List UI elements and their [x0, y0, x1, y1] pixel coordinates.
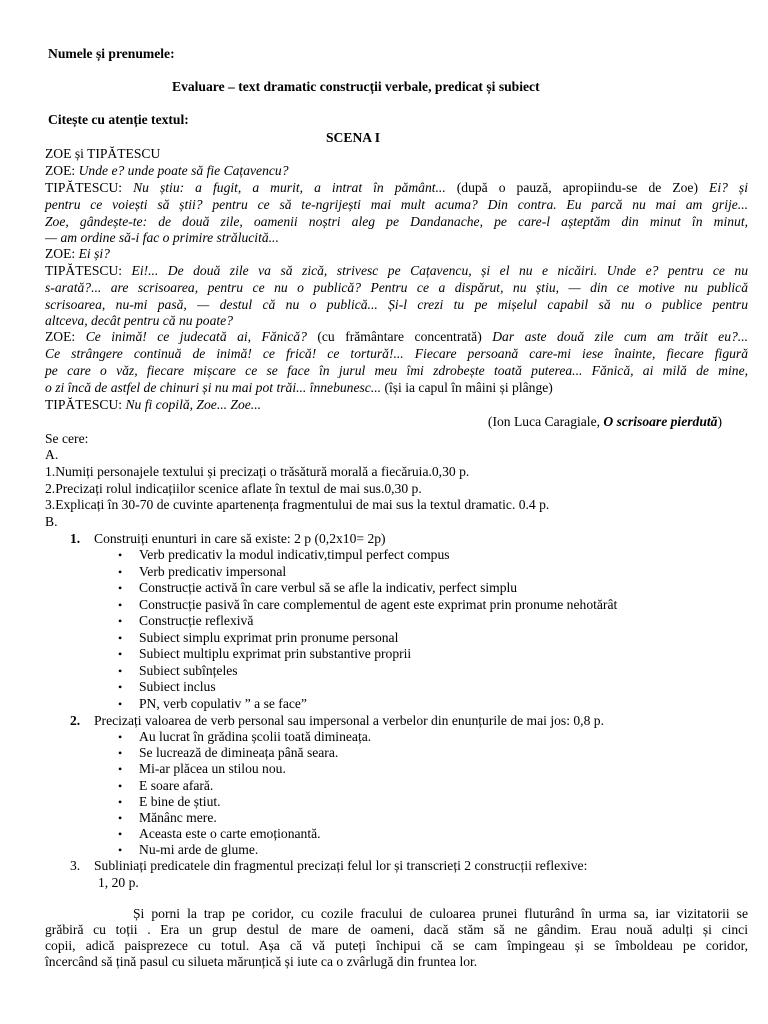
task-b3-number: 3. [70, 858, 81, 873]
bullet-icon: • [118, 597, 123, 612]
task-b3-points: 1, 20 p. [98, 875, 139, 890]
replica-continuation: s-arată?... are scrisoarea, pentru ce nu o publică? Pentru ce a dispărut, nu știu, — din ce motive nu publică [45, 280, 748, 295]
bullet-icon: • [118, 680, 123, 694]
replica: Unde e? unde poate să fie Cațavencu? [75, 163, 289, 178]
replica: Nu știu: a fugit, a murit, a intrat în pământ... [122, 180, 446, 195]
bullet-icon: • [118, 827, 123, 842]
list-item: Mi-ar plăcea un stilou nou. [139, 761, 286, 777]
speaker: TIPĂTESCU: [45, 397, 123, 412]
bullet-icon: • [118, 647, 123, 661]
list-item: Subiect multiplu exprimat prin substantive proprii [139, 646, 412, 661]
bullet-icon: • [118, 794, 123, 809]
source-title: O scrisoare pierdută [603, 414, 718, 429]
list-item: Au lucrat în grădina școlii toată dimineața. [139, 729, 372, 744]
replica: Ei!... De două zile va să zică, strivesc pe Cațavencu, și el nu e nicăiri. Unde e? pentru ce nu [122, 263, 748, 278]
task-b1-number: 1. [70, 531, 81, 546]
list-item: Subiect simplu exprimat prin pronume personal [139, 629, 399, 645]
list-item: Subiect subînțeles [139, 662, 238, 678]
bullet-icon: • [118, 843, 123, 858]
source-citation [488, 414, 722, 430]
bullet-icon: • [118, 746, 123, 761]
bullet-icon: • [118, 762, 123, 777]
replica-continuation: altceva, decât pentru că nu poate? [45, 313, 233, 328]
bullet-icon: • [118, 564, 123, 579]
list-item: Se lucrează de dimineața până seara. [139, 745, 339, 761]
task-b3: Subliniați predicatele din fragmentul precizați felul lor și transcrieți 2 construcții reflexive: [94, 858, 588, 873]
task-a2: 2.Precizați rolul indicațiilor scenice aflate în textul de mai sus.0,30 p. [45, 481, 422, 496]
replica: Ei și? [75, 246, 110, 261]
bullet-icon: • [118, 663, 123, 678]
replica: Ei? și [709, 180, 748, 195]
bullet-icon: • [118, 614, 123, 628]
dialogue-line [45, 397, 261, 413]
task-b2: Precizați valoarea de verb personal sau impersonal a verbelor din enunțurile de mai jos: 0,8 p. [94, 713, 604, 728]
stage-direction: (își ia capul în mâini și plânge) [381, 380, 553, 395]
replica-continuation: pentru ce voiești să știi? pentru ce să te-ngrijești mai mult acuma? Din contra. Eu parcă nu mai am grije... [45, 197, 748, 212]
replica-continuation: Zoe, gândește-te: de două zile, oamenii noștri aleg pe Dandanache, pe care-l așteptăm din minut în minut, [45, 214, 748, 229]
replica-continuation: pe care o văz, fiecare mișcare ce se face în jurul meu îmi zdrobește toată puterea... Fănică, ai milă de mine, [45, 363, 748, 378]
list-item: Aceasta este o carte emoționantă. [139, 826, 321, 842]
bullet-icon: • [118, 630, 123, 645]
passage-line: grăbiră cu toții . Era un grup destul de mare de oameni, dacă stăm să ne gândim. Erau nouă adulți și cinci [45, 922, 748, 937]
section-a-label: A. [45, 447, 59, 462]
section-b-label: B. [45, 514, 58, 529]
speaker: TIPĂTESCU: [45, 263, 123, 278]
replica: o zi încă de astfel de chinuri și nu mai pot trăi... înnebunesc... [45, 380, 382, 395]
list-item: E soare afară. [139, 777, 214, 793]
tasks-intro: Se cere: [45, 431, 89, 446]
list-item: Verb predicativ la modul indicativ,timpul perfect compus [139, 547, 450, 562]
replica: Ce inimă! ce judecată ai, Fănică? [75, 329, 307, 344]
speaker: ZOE: [45, 329, 76, 344]
list-item: E bine de știut. [139, 793, 221, 809]
list-item: Construcție pasivă în care complementul de agent este exprimat prin pronume nehotărât [139, 596, 618, 612]
reading-instruction: Citește cu atenție textul: [48, 112, 189, 127]
replica: Nu fi copilă, Zoe... Zoe... [122, 397, 262, 412]
dialogue-line [45, 263, 748, 279]
stage-direction: (cu frământare concentrată) [306, 329, 493, 344]
replica-continuation: scrisoarea, nu-mi pasă, — destul că nu o publică... Și-l crezi tu pe mișelul capabil să nu o publice pentru [45, 297, 748, 312]
task-a1: 1.Numiți personajele textului și precizați o trăsătură morală a fiecăruia.0,30 p. [45, 464, 470, 479]
name-label: Numele și prenumele: [48, 46, 175, 61]
task-b1: Construiți enunturi in care să existe: 2 p (0,2x10= 2p) [94, 531, 386, 546]
characters-line: ZOE și TIPĂTESCU [45, 146, 161, 161]
source-close: ) [717, 414, 722, 429]
list-item: Nu-mi arde de glume. [139, 842, 259, 858]
replica-continuation: — am ordine să-i fac o primire strălucită... [45, 230, 279, 245]
list-item: Subiect inclus [139, 679, 216, 694]
passage-line: încercând să țină pasul cu silueta mărunțică și iute ca o zvârlugă din fruntea lor. [45, 954, 478, 969]
dialogue-line [45, 329, 748, 345]
bullet-icon: • [118, 730, 123, 744]
list-item: Construcție reflexivă [139, 613, 254, 628]
passage-line: Și porni la trap pe coridor, cu cozile fracului de culoarea prunei fluturând în urma sa, iar vizitatorii se [133, 906, 748, 921]
dialogue-line [45, 163, 289, 179]
dialogue-line [45, 246, 110, 262]
list-item: Verb predicativ impersonal [139, 563, 287, 579]
speaker: TIPĂTESCU: [45, 180, 123, 195]
dialogue-line [45, 180, 748, 196]
document-title: Evaluare – text dramatic construcții verbale, predicat și subiect [172, 79, 540, 94]
list-item: PN, verb copulativ ” a se face” [139, 695, 307, 711]
task-a3: 3.Explicați în 30-70 de cuvinte apartenența fragmentului de mai sus la textul dramatic. 0.4 p. [45, 497, 550, 512]
bullet-icon: • [118, 811, 123, 825]
list-item: Construcție activă în care verbul să se afle la indicativ, perfect simplu [139, 580, 518, 595]
speaker: ZOE: [45, 163, 76, 178]
bullet-icon: • [118, 548, 123, 562]
stage-direction: (după o pauză, apropiindu-se de Zoe) [445, 180, 710, 195]
scene-heading: SCENA I [326, 130, 381, 145]
list-item: Mănânc mere. [139, 810, 217, 825]
speaker: ZOE: [45, 246, 76, 261]
task-b2-number: 2. [70, 713, 81, 728]
replica-continuation: Ce strângere continuă de inimă! ce frică! ce tortură!... Fiecare persoană care-mi iese înainte, fiecare figură [45, 346, 748, 361]
source-author: (Ion Luca Caragiale, [487, 414, 604, 429]
replica: Dar aste două zile cum am trăit eu?... [492, 329, 748, 344]
replica-continuation [45, 380, 553, 396]
bullet-icon: • [118, 696, 123, 711]
bullet-icon: • [118, 581, 123, 595]
bullet-icon: • [118, 778, 123, 793]
passage-line: copii, adică paisprezece cu totul. Așa că vă puteți închipui că se cam împingeau și se îmboldeau pe coridor, [45, 938, 748, 953]
